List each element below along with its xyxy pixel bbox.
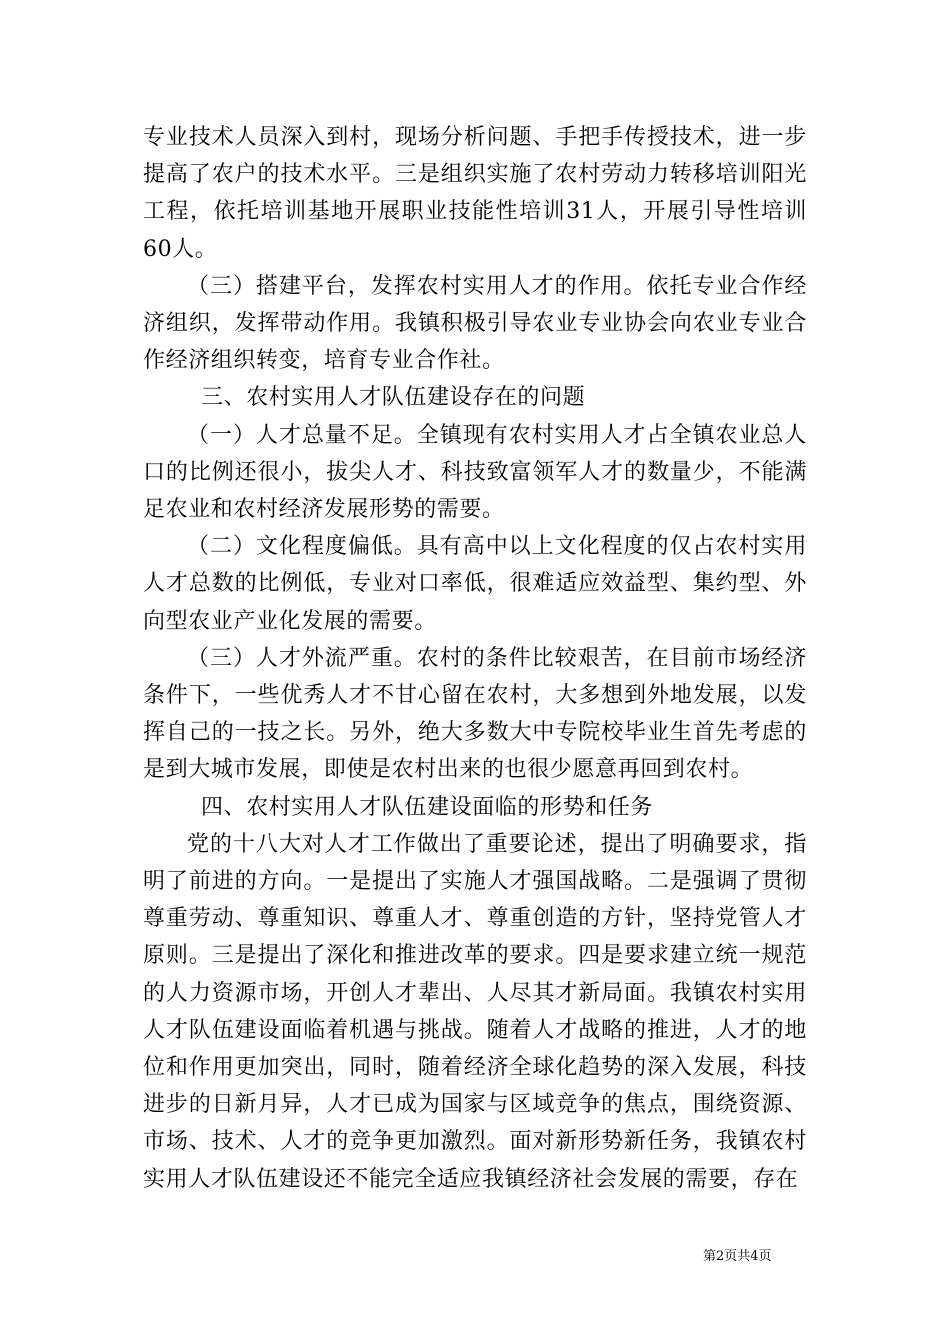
document-body <box>143 119 807 1198</box>
section-heading-situation-tasks: 四、农村实用人才队伍建设面临的形势和任务 <box>201 794 654 820</box>
section-heading-problems: 三、农村实用人才队伍建设存在的问题 <box>201 385 586 411</box>
page-number-footer: 第2页共4页 <box>703 1249 772 1264</box>
paragraph-talent-shortage: （一）人才总量不足。全镇现有农村实用人才占全镇农业总人口的比例还很小，拔尖人才、科技致富领军人才的数量少，不能满足农业和农村经济发展形势的需要。 <box>143 422 807 523</box>
paragraph-continued: 专业技术人员深入到村，现场分析问题、手把手传授技术，进一步提高了农户的技术水平。三是组织实施了农村劳动力转移培训阳光工程，依托培训基地开展职业技能性培训31人，开展引导性培训60人。 <box>143 125 807 262</box>
paragraph-party-congress: 党的十八大对人才工作做出了重要论述，提出了明确要求，指明了前进的方向。一是提出了实施人才强国战略。二是强调了贯彻尊重劳动、尊重知识、尊重人才、尊重创造的方针，坚持党管人才原则。三是提出了深化和推进改革的要求。四是要求建立统一规范的人力资源市场，开创人才辈出、人尽其才新局面。我镇农村实用人才队伍建设面临着机遇与挑战。随着人才战略的推进，人才的地位和作用更加突出，同时，随着经济全球化趋势的深入发展，科技进步的日新月异，人才已成为国家与区域竞争的焦点，围绕资源、市场、技术、人才的竞争更加激烈。面对新形势新任务，我镇农村实用人才队伍建设还不能完全适应我镇经济社会发展的需要，存在 <box>143 831 807 1192</box>
paragraph-talent-outflow: （三）人才外流严重。农村的条件比较艰苦，在目前市场经济条件下，一些优秀人才不甘心留在农村，大多想到外地发展，以发挥自己的一技之长。另外，绝大多数大中专院校毕业生首先考虑的是到大城市发展，即使是农村出来的也很少愿意再回到农村。 <box>143 645 807 783</box>
paragraph-education-level: （二）文化程度偏低。具有高中以上文化程度的仅占农村实用人才总数的比例低，专业对口率低，很难适应效益型、集约型、外向型农业产业化发展的需要。 <box>143 534 807 634</box>
paragraph-platform: （三）搭建平台，发挥农村实用人才的作用。依托专业合作经济组织，发挥带动作用。我镇积极引导农业专业协会向农业专业合作经济组织转变，培育专业合作社。 <box>143 273 807 374</box>
